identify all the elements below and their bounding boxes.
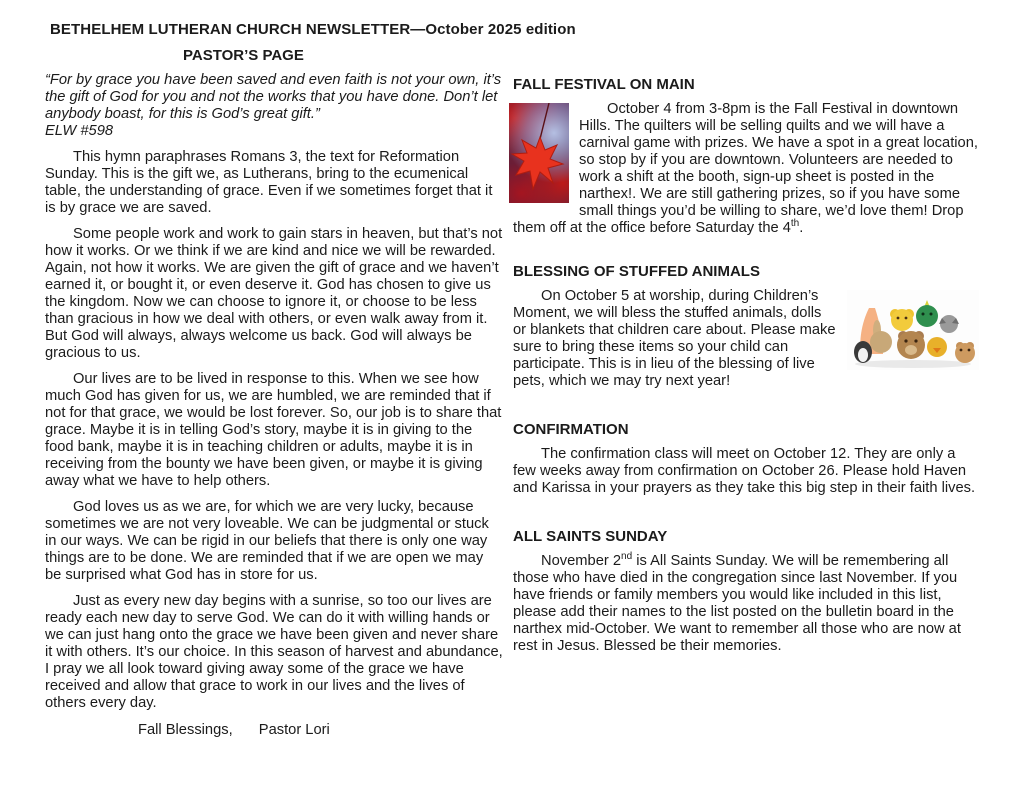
section-confirmation	[513, 421, 979, 497]
hymn-quote	[45, 72, 503, 140]
confirmation-text: The confirmation class will meet on October 12. They are only a few weeks away from confirmation on October 26. Please hold Haven and Karissa in your prayers as they take this big step in their faith lives.	[513, 446, 976, 496]
stuffed-animals-icon	[847, 290, 979, 370]
hymn-quote-reference: ELW #598	[45, 123, 114, 139]
pastors-page-heading: PASTOR’S PAGE	[183, 47, 304, 64]
hymn-quote-text: “For by grace you have been saved and even faith is not your own, it’s the gift of God for you and not the works that you have done. Don’t let anybody boast, for this is God’s great gift.”	[45, 72, 502, 122]
stuffed-animals-text: On October 5 at worship, during Children’s Moment, we will bless the stuffed animals, dolls or blankets that children care about. Please make sure to bring these items so your child can participate. This is in lieu of the blessing of live pets, which we may try next year!	[513, 288, 836, 389]
all-saints-text	[513, 553, 979, 655]
signature-closing: Fall Blessings,	[138, 722, 233, 738]
stuffed-animals-heading: BLESSING OF STUFFED ANIMALS	[513, 263, 760, 280]
newsletter-title: BETHELHEM LUTHERAN CHURCH NEWSLETTER—October 2025 edition	[50, 21, 576, 38]
pastors-paragraph-2: Some people work and work to gain stars in heaven, but that’s not how it works. Or we think if we are kind and nice we will be rewarded. Again, not how it works. We are given the gift of grace and we haven’t earned it, or bought it, or even deserve it. God has chosen to give us the kingdom. Now we can choose to ignore it, or choose to be less than gracious in how we deal with others, or even walk away from it. But God will always, always welcome us back. God will always be gracious to us.	[45, 226, 503, 361]
newsletter-columns	[45, 47, 979, 739]
section-all-saints	[513, 528, 979, 655]
stuffed-animals-body-wrap	[513, 288, 979, 390]
section-stuffed-animals	[513, 263, 979, 390]
all-saints-heading: ALL SAINTS SUNDAY	[513, 528, 668, 545]
pastors-paragraph-3: Our lives are to be lived in response to this. When we see how much God has given for us, we are humbled, we are reminded that if not for that grace, we would be lost forever. So, our job is to share that grace. Maybe it is in telling God’s story, maybe it is in giving to the food bank, maybe it is in teaching children or adults, maybe it is in receiving from the bounty we have been given, or maybe it is giving away what we have to help others.	[45, 371, 502, 489]
all-saints-text-rest: is All Saints Sunday. We will be remembering all those who have died in the congregation since last November. If you have friends or family members you would like included in this list, please add their names to the list posted on the bulletin board in the narthex mid-October. We want to remember all those who are now at rest in Jesus. Blessed be their memories.	[513, 553, 961, 654]
maple-leaf-icon	[509, 103, 569, 203]
fall-festival-text-end: .	[799, 220, 804, 236]
section-fall-festival	[513, 76, 979, 237]
pastors-paragraph-1: This hymn paraphrases Romans 3, the text for Reformation Sunday. This is the gift we, as Lutherans, bring to the ecumenical table, the understanding of grace. Even if we sometimes forget that it is by grace we are saved.	[45, 149, 493, 216]
all-saints-text-prefix: November 2	[541, 553, 622, 569]
pastors-page-column	[45, 47, 503, 739]
maple-leaf-photo	[509, 103, 569, 203]
stuffed-animals-photo	[847, 290, 979, 370]
signature-name: Pastor Lori	[258, 722, 330, 738]
announcements-column	[513, 47, 979, 739]
confirmation-heading: CONFIRMATION	[513, 421, 629, 438]
fall-festival-text	[513, 101, 979, 237]
ordinal-superscript: th	[790, 218, 800, 230]
fall-festival-text-main: October 4 from 3-8pm is the Fall Festival in downtown Hills. The quilters will be selling quilts and we will have a carnival game with prizes. We have a spot in a great location, so stop by if you are downtown. Volunteers are needed to work a shift at the booth, sign-up sheet is posted in the narthex!. We are still gathering prizes, so if you have some small things you’d be willing to share, we’d love them! Drop them off at the office before Saturday the 4	[513, 101, 978, 236]
pastors-paragraph-5: Just as every new day begins with a sunrise, so too our lives are ready each new day to serve God. We can do it with willing hands or we can just hang onto the grace we have been given and never share it with others. It’s our choice. In this season of harvest and abundance, I pray we all look toward giving away some of the grace we have received and allow that grace to work in our lives and the lives of others every day.	[45, 593, 503, 711]
ordinal-superscript: nd	[621, 551, 633, 563]
fall-festival-body-wrap	[513, 101, 979, 237]
pastors-paragraph-4: God loves us as we are, for which we are very lucky, because sometimes we are not very loveable. We can be judgmental or stuck in our ways. We can be rigid in our beliefs that there is only one way things are to be done. We are reminded that if we are open we may be surprised what God has in store for us.	[45, 499, 489, 583]
signature-line	[138, 722, 503, 739]
fall-festival-heading: FALL FESTIVAL ON MAIN	[513, 76, 695, 93]
